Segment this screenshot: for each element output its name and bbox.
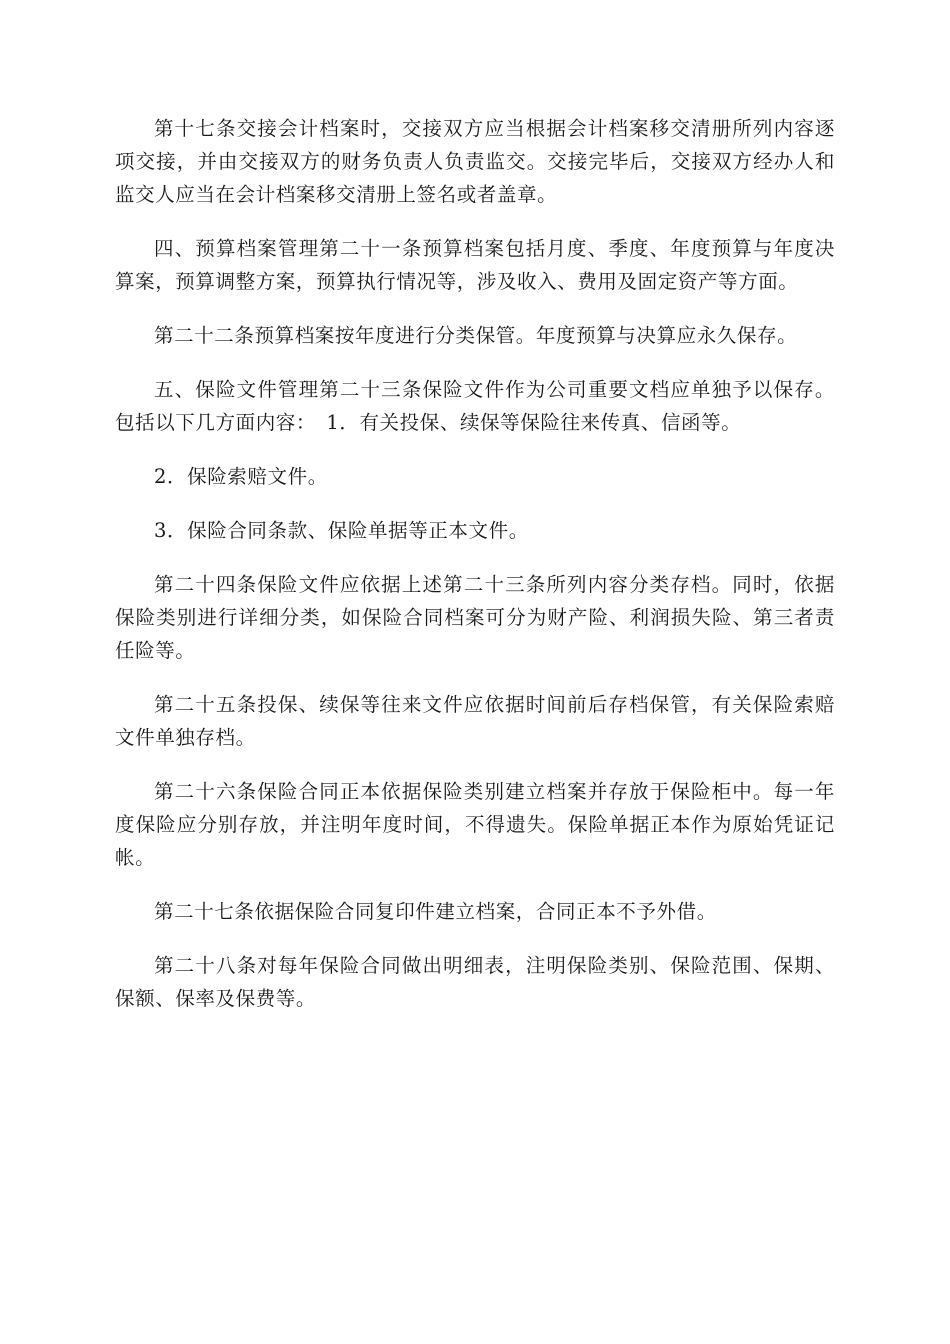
paragraph-article-22: 第二十二条预算档案按年度进行分类保管。年度预算与决算应永久保存。 bbox=[154, 324, 798, 347]
paragraph-article-26: 第二十六条保险合同正本依据保险类别建立档案并存放于保险柜中。每一年度保险应分别存放，并注明年度时间，不得遗失。保险单据正本作为原始凭证记帐。 bbox=[115, 780, 835, 869]
paragraph-article-25: 第二十五条投保、续保等往来文件应依据时间前后存档保管，有关保险索赔文件单独存档。 bbox=[115, 693, 835, 749]
paragraph-insurance-files: 五、保险文件管理第二十三条保险文件作为公司重要文档应单独予以保存。包括以下几方面内容： 1．有关投保、续保等保险往来传真、信函等。 bbox=[115, 378, 835, 434]
paragraph-item-3: 3．保险合同条款、保险单据等正本文件。 bbox=[154, 519, 529, 542]
paragraph-budget-archives: 四、预算档案管理第二十一条预算档案包括月度、季度、年度预算与年度决算案，预算调整方案，预算执行情况等，涉及收入、费用及固定资产等方面。 bbox=[115, 237, 835, 293]
paragraph-item-2: 2．保险索赔文件。 bbox=[154, 465, 328, 488]
paragraph-article-27: 第二十七条依据保险合同复印件建立档案，合同正本不予外借。 bbox=[154, 900, 717, 923]
paragraph-article-24: 第二十四条保险文件应依据上述第二十三条所列内容分类存档。同时，依据保险类别进行详细分类，如保险合同档案可分为财产险、利润损失险、第三者责任险等。 bbox=[115, 573, 835, 662]
paragraph-article-28: 第二十八条对每年保险合同做出明细表，注明保险类别、保险范围、保期、保额、保率及保费等。 bbox=[115, 954, 835, 1010]
paragraph-article-17: 第十七条交接会计档案时，交接双方应当根据会计档案移交清册所列内容逐项交接，并由交接双方的财务负责人负责监交。交接完毕后，交接双方经办人和监交人应当在会计档案移交清册上签名或者盖章。 bbox=[115, 117, 835, 206]
document-page bbox=[115, 112, 835, 1036]
